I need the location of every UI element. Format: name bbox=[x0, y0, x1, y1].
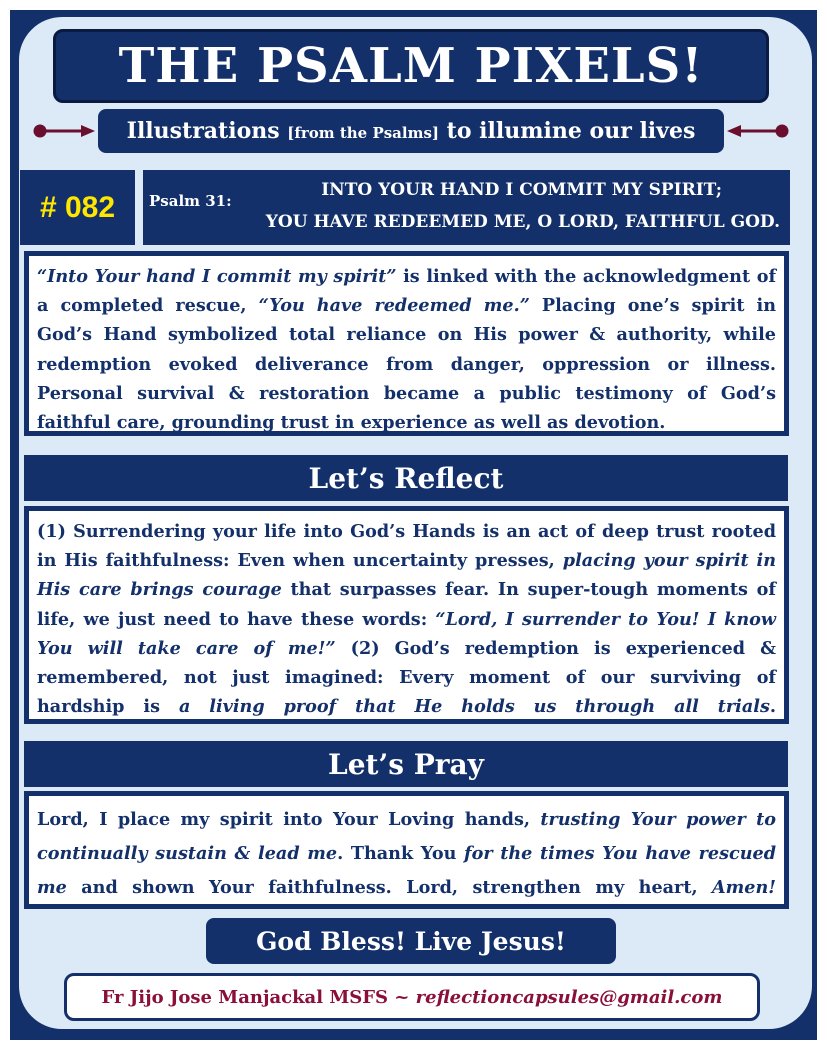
reflect-header bbox=[24, 455, 788, 501]
intro-paragraph: “Into Your hand I commit my spirit” is linked with the acknowledgment of a completed rescue, “You have redeemed me.” Placing one’s spirit in God’s Hand symbolized total reliance on His power & authority, while redemption evoked deliverance from danger, oppression or illness. Personal survival & restoration became a public testimony of God’s faithful care, grounding trust in experience as well as devotion. bbox=[37, 266, 777, 434]
pray-header bbox=[24, 741, 788, 787]
intro-text-box bbox=[24, 251, 789, 436]
issue-number-box bbox=[20, 170, 135, 245]
title-banner bbox=[53, 29, 769, 103]
verse-line-1: INTO YOUR HAND I COMMIT MY SPIRIT; bbox=[321, 180, 722, 200]
pray-heading: Let’s Pray bbox=[328, 747, 484, 781]
verse-box bbox=[143, 170, 790, 245]
author-box bbox=[64, 973, 760, 1021]
page-title: THE PSALM PIXELS! bbox=[118, 38, 704, 94]
author-line bbox=[102, 987, 723, 1008]
author-name: Fr Jijo Jose Manjackal MSFS ~ bbox=[101, 986, 416, 1008]
author-email: reflectioncapsules@gmail.com bbox=[415, 986, 723, 1008]
pray-paragraph: Lord, I place my spirit into Your Loving hands, trusting Your power to continually sustain & lead me. Thank You for the times You have rescued me and shown Your faithfulness. Lord, strengthen my heart, Amen! bbox=[37, 809, 777, 898]
subtitle-banner bbox=[98, 109, 724, 153]
psalm-reference: Psalm 31: bbox=[149, 192, 232, 210]
reflect-paragraph: (1) Surrendering your life into God’s Hands is an act of deep trust rooted in His faithfulness: Even when uncertainty presses, placing your spirit in His care brings courage that surpasses fear. In super-tough moments of life, we just need to have these words: “Lord, I surrender to You! I know You will take care of me!” (2) God’s redemption is experienced & remembered, not just imagined: Every moment of our surviving of hardship is a living proof that He holds us through all trials. bbox=[37, 521, 777, 718]
blessing-text: God Bless! Live Jesus! bbox=[256, 926, 566, 956]
reflect-heading: Let’s Reflect bbox=[308, 461, 504, 495]
blessing-banner bbox=[206, 918, 616, 964]
pray-text-box bbox=[24, 791, 789, 909]
issue-number: # 082 bbox=[39, 190, 116, 224]
reflect-text-box bbox=[24, 506, 789, 724]
arrow-left-icon bbox=[727, 124, 789, 138]
subtitle: Illustrations [from the Psalms] to illumine our lives bbox=[126, 118, 696, 144]
arrow-right-icon bbox=[33, 124, 95, 138]
verse-line-2: YOU HAVE REDEEMED ME, O LORD, FAITHFUL GOD. bbox=[265, 212, 780, 232]
